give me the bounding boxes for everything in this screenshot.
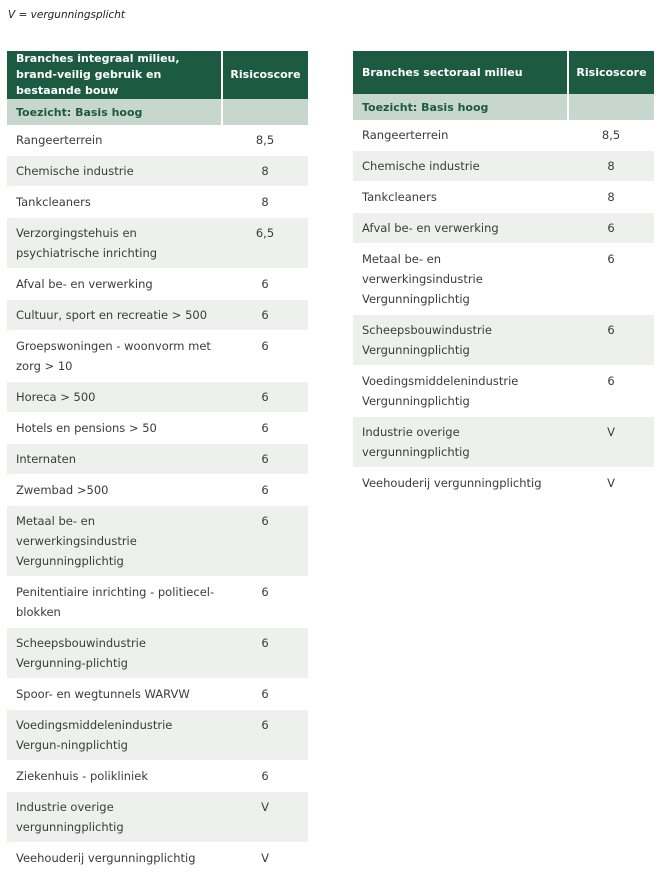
risk-score: 6 [568, 315, 654, 366]
risk-score: 6 [222, 506, 308, 577]
branch-name: Spoor- en wegtunnels WARVW [7, 679, 222, 710]
left-subheader-label: Toezicht: Basis hoog [7, 99, 222, 125]
risk-score: 6 [222, 331, 308, 382]
risk-score: 6 [222, 577, 308, 628]
branch-name: Afval be- en verwerking [353, 213, 568, 244]
branch-name: Cultuur, sport en recreatie > 500 [7, 300, 222, 331]
risk-score: 6 [222, 382, 308, 413]
branch-name: Tankcleaners [353, 182, 568, 213]
table-row [7, 269, 308, 300]
right-header-score: Risicoscore [568, 51, 654, 94]
table-row [353, 151, 654, 182]
branch-name: Tankcleaners [7, 187, 222, 218]
table-row [7, 300, 308, 331]
risk-score: 8,5 [222, 125, 308, 156]
risk-score: V [568, 468, 654, 499]
right-risk-table [353, 51, 654, 499]
risk-score: 8 [568, 151, 654, 182]
risk-score: 8,5 [568, 120, 654, 151]
table-row [353, 120, 654, 151]
branch-name: Chemische industrie [7, 156, 222, 187]
right-header-branches: Branches sectoraal milieu [353, 51, 568, 94]
left-header-branches: Branches integraal milieu, brand-veilig gebruik en bestaande bouw [7, 51, 222, 99]
risk-score: 6 [222, 475, 308, 506]
table-row [7, 843, 308, 874]
table-row [7, 444, 308, 475]
table-row [7, 125, 308, 156]
legend-note: V = vergunningsplicht [8, 9, 126, 21]
risk-score: 8 [222, 156, 308, 187]
branch-name: Industrie overige vergunningplichtig [353, 417, 568, 468]
table-row [7, 506, 308, 577]
branch-name: Ziekenhuis - polikliniek [7, 761, 222, 792]
branch-name: Chemische industrie [353, 151, 568, 182]
left-risk-table [7, 51, 308, 874]
risk-score: 6 [222, 761, 308, 792]
risk-score: V [222, 792, 308, 843]
branch-name: Afval be- en verwerking [7, 269, 222, 300]
table-row [7, 792, 308, 843]
risk-score: 6 [568, 213, 654, 244]
table-row [7, 761, 308, 792]
right-subheader-row [353, 94, 654, 120]
table-row [353, 213, 654, 244]
branch-name: Industrie overige vergunningplichtig [7, 792, 222, 843]
branch-name: Hotels en pensions > 50 [7, 413, 222, 444]
branch-name: Metaal be- en verwerkingsindustrie Vergunningplichtig [353, 244, 568, 315]
table-row [353, 366, 654, 417]
right-header-row [353, 51, 654, 94]
table-row [7, 710, 308, 761]
branch-name: Horeca > 500 [7, 382, 222, 413]
branch-name: Internaten [7, 444, 222, 475]
risk-score: 6 [222, 628, 308, 679]
left-table-body [7, 125, 308, 874]
branch-name: Voedingsmiddelenindustrie Vergunningplichtig [353, 366, 568, 417]
table-row [353, 244, 654, 315]
branch-name: Voedingsmiddelenindustrie Vergun-ningplichtig [7, 710, 222, 761]
left-subheader-empty [222, 99, 308, 125]
branch-name: Veehouderij vergunningplichtig [7, 843, 222, 874]
table-row [7, 187, 308, 218]
left-header-score: Risicoscore [222, 51, 308, 99]
table-row [353, 468, 654, 499]
risk-score: 6 [568, 366, 654, 417]
risk-score: 6 [222, 710, 308, 761]
table-row [7, 628, 308, 679]
table-row [353, 315, 654, 366]
risk-score: 8 [222, 187, 308, 218]
branch-name: Zwembad >500 [7, 475, 222, 506]
table-row [353, 182, 654, 213]
branch-name: Scheepsbouwindustrie Vergunning-plichtig [7, 628, 222, 679]
risk-score: 6 [222, 269, 308, 300]
table-row [7, 382, 308, 413]
risk-score: 6 [222, 300, 308, 331]
left-header-row [7, 51, 308, 99]
risk-score: 6 [222, 413, 308, 444]
branch-name: Scheepsbouwindustrie Vergunningplichtig [353, 315, 568, 366]
risk-score: V [568, 417, 654, 468]
branch-name: Rangeerterrein [7, 125, 222, 156]
risk-score: 6 [222, 444, 308, 475]
right-subheader-label: Toezicht: Basis hoog [353, 94, 568, 120]
table-row [7, 156, 308, 187]
branch-name: Groepswoningen - woonvorm met zorg > 10 [7, 331, 222, 382]
table-row [7, 577, 308, 628]
table-row [7, 413, 308, 444]
risk-score: 6 [222, 679, 308, 710]
risk-score: 8 [568, 182, 654, 213]
table-row [353, 417, 654, 468]
table-row [7, 679, 308, 710]
branch-name: Metaal be- en verwerkingsindustrie Vergunningplichtig [7, 506, 222, 577]
table-row [7, 218, 308, 269]
branch-name: Penitentiaire inrichting - politiecel-blokken [7, 577, 222, 628]
risk-score: 6,5 [222, 218, 308, 269]
right-subheader-empty [568, 94, 654, 120]
risk-score: 6 [568, 244, 654, 315]
table-row [7, 475, 308, 506]
right-table-body [353, 120, 654, 499]
branch-name: Rangeerterrein [353, 120, 568, 151]
left-subheader-row [7, 99, 308, 125]
branch-name: Veehouderij vergunningplichtig [353, 468, 568, 499]
branch-name: Verzorgingstehuis en psychiatrische inrichting [7, 218, 222, 269]
risk-score: V [222, 843, 308, 874]
table-row [7, 331, 308, 382]
